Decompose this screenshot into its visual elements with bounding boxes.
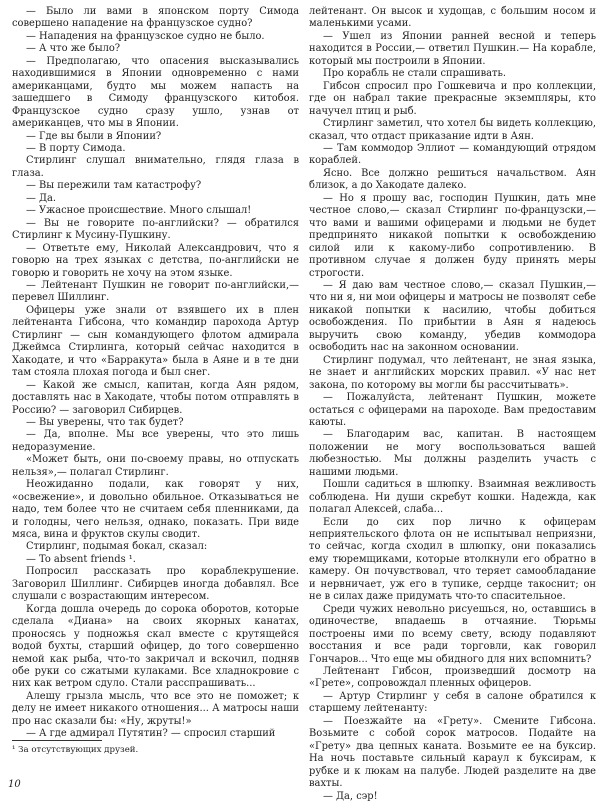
paragraph: — Да, сэр!: [323, 790, 378, 802]
paragraph: — Было ли вами в японском порту Симода совершено нападение на французское судно?: [12, 6, 299, 30]
paragraph: — А где адмирал Путятин? — спросил старший: [26, 728, 276, 740]
paragraph: Про корабль не стали спрашивать.: [323, 68, 507, 80]
paragraph: — А что же было?: [26, 43, 121, 55]
paragraph: Среди чужих невольно рисуешься, но, оставшись в одиночестве, впадаешь в отчаяние. Тюрьмы построены ими по всему свету, всюду подавляют восстания и все ради торговли, как говорил Гончаров... Что еще мы обидного для них вспомнить?: [309, 603, 596, 665]
paragraph: Если до сих пор лично к офицерам неприятельского флота он не испытывал неприязни, то сейчас, когда сходил в шлюпку, они показались ему тюремщиками, которые втолкнули его обратно в камеру. Он почувствовал, что теряет самообладание и нервничает, уж его в тупике, сердце такоснит; он не в силах даже придумать что-то спасительное.: [309, 516, 596, 603]
footnote-rule: [12, 740, 102, 741]
paragraph: — Ответьте ему, Николай Александрович, что я говорю на трех языках с детства, по-английски не говорю и говорить не хочу на этом языке.: [12, 242, 299, 279]
paragraph: — Лейтенант Пушкин не говорит по-английски,— перевел Шиллинг.: [12, 279, 299, 304]
paragraph: Алешу грызла мысль, что все это не поможет; к делу не имеет никакого отношения... А матросы наши про нас сказали бы: «Ну, жруты!»: [12, 690, 299, 727]
left-column: [12, 6, 299, 741]
paragraph: Стирлинг подумал, что лейтенант, не зная языка, не знает и английских морских правил. «У нас нет закона, по которому вы могли бы рассчитывать».: [309, 354, 596, 391]
paragraph: — Поезжайте на «Грету». Смените Гибсона. Возьмите с собой сорок матросов. Подайте на «Грету» два цепных каната. Возьмите ее на буксир. На ночь поставьте сильный караул к буксирам, к рубке и к люкам на палубе. Людей разделите на две вахты.: [309, 715, 596, 790]
paragraph: лейтенант. Он высок и худощав, с большим носом и маленькими усами.: [309, 6, 596, 30]
paragraph: — В порту Симода.: [26, 142, 126, 154]
paragraph: — Ушел из Японии ранней весной и теперь находится в России,— ответил Пушкин.— На корабле, который мы построили в Японии.: [309, 30, 596, 67]
paragraph: Гибсон спросил про Гошкевича и про коллекции, где он набрал такие прекрасные экземпляры, кто начучел птиц и рыб.: [309, 80, 596, 117]
paragraph: Попросил рассказать про кораблекрушение. Заговорил Шиллинг. Сибирцев иногда добавлял. Все слушали с возрастающим интересом.: [12, 566, 299, 603]
paragraph: «Может быть, они по-своему правы, но отпускать нельзя»,— полагал Стирлинг.: [12, 454, 299, 478]
paragraph: — Там коммодор Эллиот — командующий отрядом кораблей.: [309, 142, 596, 167]
paragraph: — Вы не говорите по-английски? — обратился Стирлинг к Мусину-Пушкину.: [12, 217, 299, 242]
paragraph: Неожиданно подали, как говорят у них, «освежение», и довольно обильное. Отказываться не надо, тем более что не считаем себя пленниками, да и голодны, чего нельзя, однако, показать. При виде мяса, вина и фруктов скулы сводит.: [12, 479, 299, 541]
page-number: 10: [8, 779, 21, 790]
paragraph: Офицеры уже знали от взявшего их в плен лейтенанта Гибсона, что командир парохода Артур Стирлинг — сын командующего флотом адмирала Джеймса Стирлинга, который сейчас находится в Хакодате, и что «Барракута» была в Аяне и в те дни там стояла плохая погода и был снег.: [12, 304, 299, 379]
paragraph: — Я даю вам честное слово,— сказал Пушкин,— что ни я, ни мои офицеры и матросы не позволят себе никакой попытки к насилию, чтобы добиться освобождения. По прибытии в Аян я надеюсь выручить свою команду, убедив коммодора освободить нас на законном основании.: [309, 279, 596, 354]
paragraph: Пошли садиться в шлюпку. Взаимная вежливость соблюдена. Ни души скребут кошки. Надежда, как полагал Алексей, слаба...: [309, 479, 596, 516]
paragraph: Когда дошла очередь до сорока оборотов, которые сделала «Диана» на своих якорных канатах, проносясь у подножья скал вместе с крутящейся водой бухты, старший офицер, до того совершенно немой как рыба, что-то закричал и вскочил, подняв обе руки со сжатыми кулаками. Все хладнокровие с них как ветром сдуло. Стали расспрашивать...: [12, 603, 299, 690]
paragraph: — Ужасное происшествие. Много слышал!: [26, 205, 252, 217]
paragraph: — Да.: [26, 192, 57, 204]
paragraph: — Где вы были в Японии?: [26, 130, 162, 142]
paragraph: — Предполагаю, что опасения высказывались находившимися в Японии одновременно с нами американцами, будто мы можем напасть на зашедшего в Симоду французского китобоя. Французское судно сразу ушло, узнав от американцев, что мы в Японии.: [12, 55, 299, 130]
right-column: [309, 6, 596, 803]
paragraph: — Пожалуйста, лейтенант Пушкин, можете остаться с офицерами на пароходе. Вам предоставим каюты.: [309, 392, 596, 428]
paragraph: — Благодарим вас, капитан. В настоящем положении не могу воспользоваться вашей любезностью. Мы должны разделить участь с нашими людьми.: [309, 429, 596, 478]
paragraph: Стирлинг слушал внимательно, глядя глаза в глаза.: [12, 155, 299, 179]
paragraph: — Но я прошу вас, господин Пушкин, дать мне честное слово,— сказал Стирлинг по-французски,— что вами и вашими офицерами и людьми не будет предпринято никакой попытки к освобождению силой или к какому-либо сопротивлению. В противном случае я должен буду принять меры строгости.: [309, 192, 596, 279]
paragraph: — Вы пережили там катастрофу?: [26, 180, 202, 192]
footnote: ¹ За отсутствующих друзей.: [12, 745, 139, 755]
paragraph: Лейтенант Гибсон, произведший досмотр на «Грете», сопровождал пленных офицеров.: [309, 666, 596, 690]
paragraph: Ясно. Все должно решиться начальством. Аян близок, а до Хакодате далеко.: [309, 167, 596, 192]
paragraph: Стирлинг, подымая бокал, сказал:: [26, 541, 208, 553]
paragraph: Стирлинг заметил, что хотел бы видеть коллекцию, сказал, что отдаст приказание идти в Аян.: [309, 118, 596, 142]
paragraph: — Какой же смысл, капитан, когда Аян рядом, доставлять нас в Хакодате, чтобы потом отправлять в Россию? — заговорил Сибирцев.: [12, 379, 299, 416]
paragraph: — Вы уверены, что так будет?: [26, 416, 184, 428]
paragraph: — Да, вполне. Мы все уверены, что это лишь недоразумение.: [12, 429, 299, 453]
paragraph: — Артур Стирлинг у себя в салоне обратился к старшему лейтенанту:: [309, 690, 596, 715]
paragraph: — To absent friends ¹.: [26, 553, 136, 565]
paragraph: — Нападения на французское судно не было.: [26, 30, 265, 42]
